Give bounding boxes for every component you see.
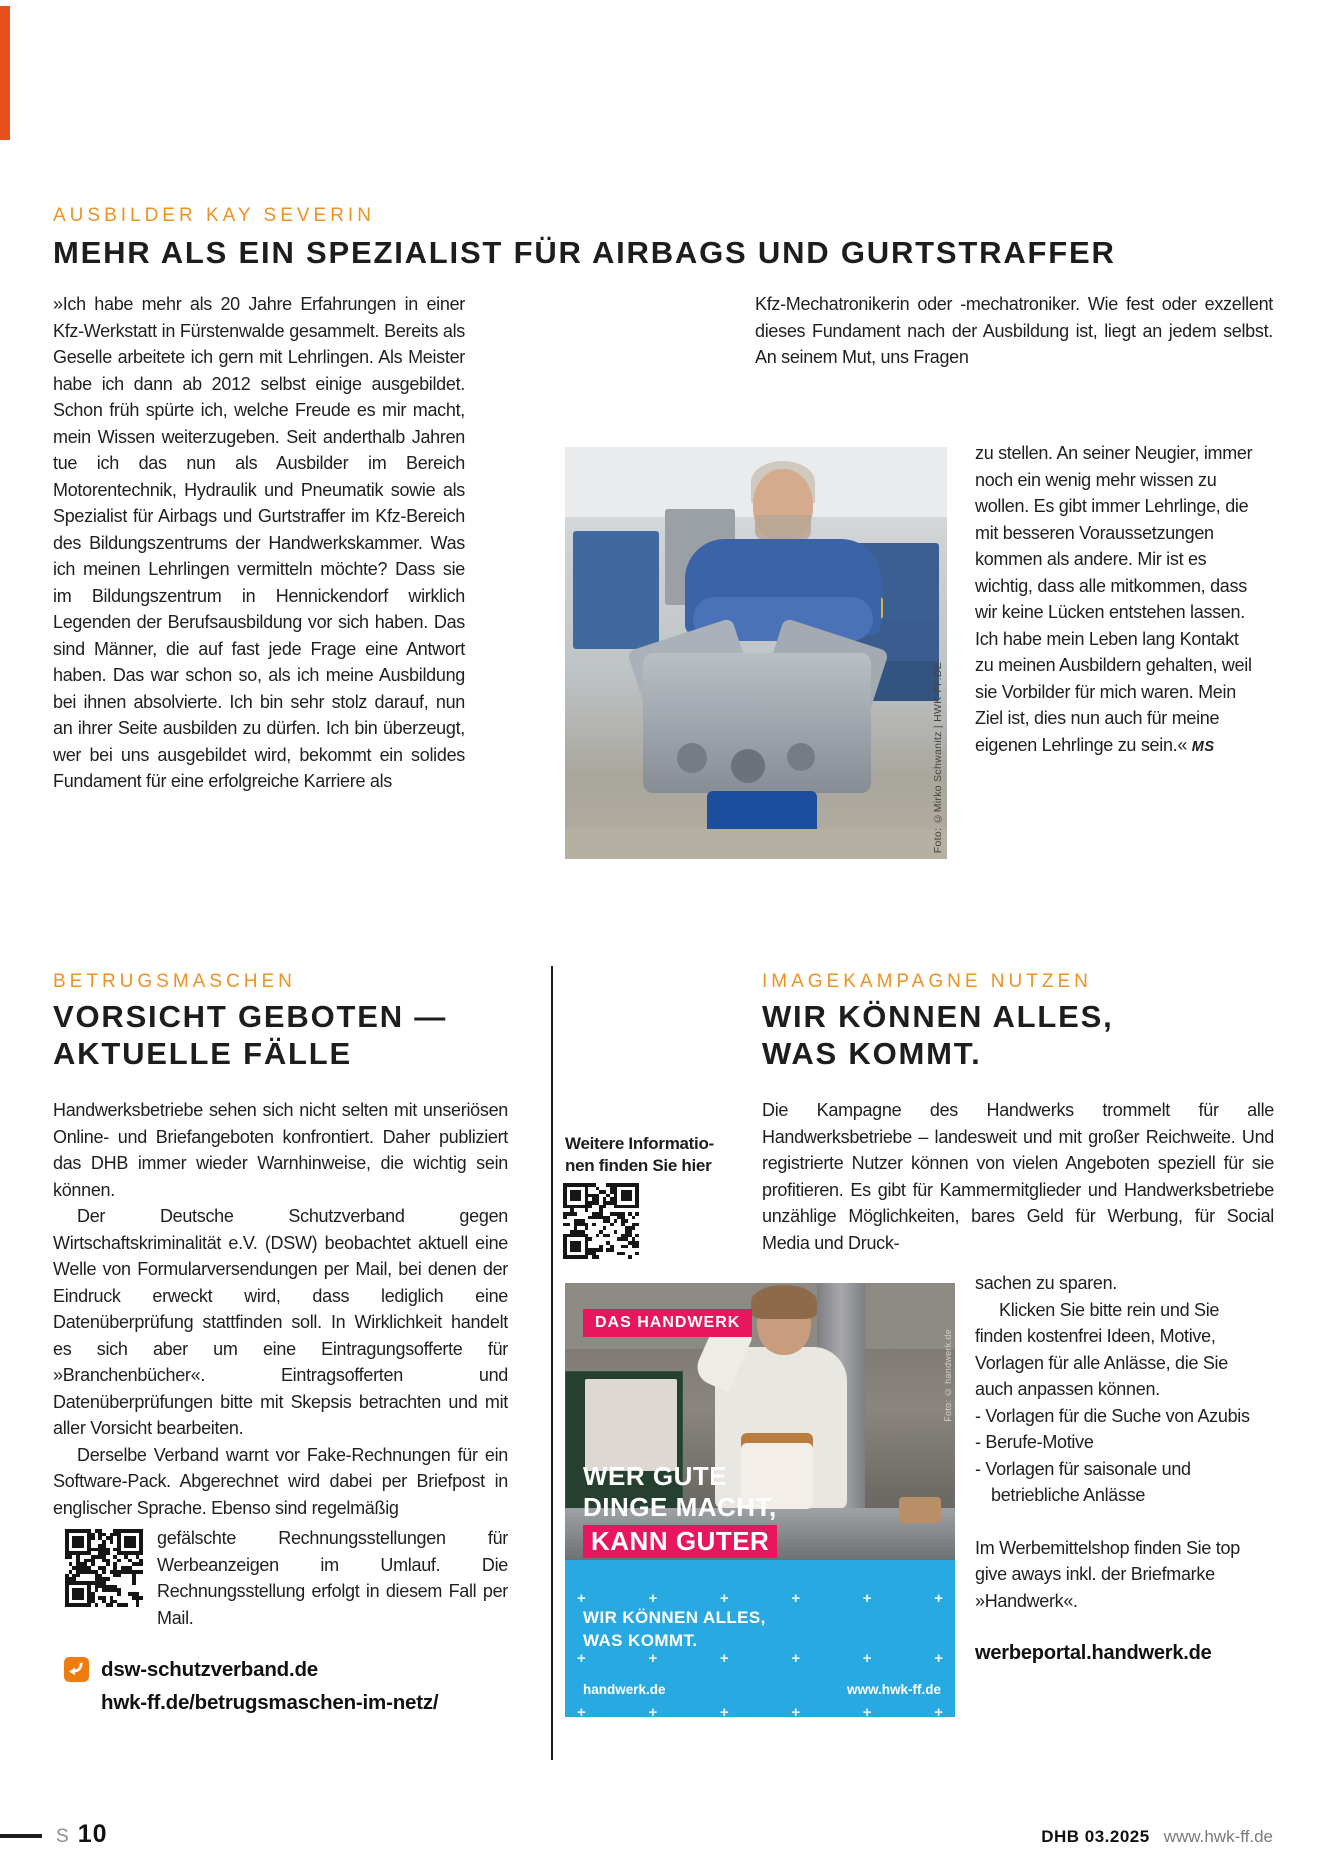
page-edge-marker [0, 6, 10, 140]
link-arrow-icon [64, 1657, 89, 1682]
tool-cabinet-left [573, 531, 659, 649]
fraud-headline-line1: VORSICHT GEBOTEN — [53, 999, 448, 1034]
trainer-paragraph-left: »Ich habe mehr als 20 Jahre Erfahrungen in einer Kfz-Werkstatt in Fürstenwalde gesammelt. Bereits als Geselle arbeitete ich gern mit Lehrlingen. Als Meister habe ich dann ab 2012 selbst einige ausgebildet. Schon früh spürte ich, welche Freude es mir macht, mein Wissen weiterzugeben. Seit anderthalb Jahren tue ich das nun als Ausbilder im Bereich Motorentechnik, Hydraulik und Pneumatik sowie als Spezialist für Airbags und Gurtstraffer im Kfz-Bereich des Bildungszentrums der Handwerkskammer. Was ich meinen Lehrlingen vermitteln möchte? Dass sie im Bildungszentrum in Hennickendorf wirklich Legenden der Berufsausbildung vor sich haben. Das sind Männer, die auf fast jede Frage eine Antwort haben. Das war schon so, als ich meine Ausbildung bei ihnen absolvierte. Ich bin sehr stolz darauf, nun an ihrer Seite ausbilden zu dürfen. Ich bin überzeugt, wer bei uns ausgebildet wird, bekommt ein solides Fundament für eine erfolgreiche Karriere als [53, 294, 465, 791]
fraud-body [53, 1097, 508, 1631]
author-initials: MS [1191, 738, 1215, 755]
campaign-ad [565, 1283, 955, 1721]
trainer-narrow-text: zu stellen. An seiner Neugier, immer noch ein wenig mehr wissen zu wollen. Es gibt immer Lehrlinge, die mit besseren Voraussetzungen kommen als andere. Mir ist es wichtig, dass alle mitkommen, dass wir keine Lücken entstehen lassen. Ich habe mein Leben lang Kontakt zu meinen Ausbildern gehalten, weil sie Vorbilder für mich waren. Mein Ziel ist, dies nun auch für meine eigenen Lehrlinge zu sein.« [975, 443, 1253, 755]
trainer-paragraph-right-narrow [975, 440, 1257, 760]
engine-pulley-3 [787, 743, 815, 771]
footer-rule [0, 1834, 42, 1838]
campaign-headline [762, 998, 1114, 1072]
campaign-kicker: IMAGEKAMPAGNE NUTZEN [762, 971, 1092, 992]
column-divider-rule [551, 966, 553, 1760]
campaign-narrow-p3: Im Werbemittelshop finden Sie top give aways inkl. der Briefmarke »Handwerk«. [975, 1537, 1240, 1611]
campaign-headline-line2: WAS KOMMT. [762, 1036, 982, 1071]
ad-url-left: handwerk.de [583, 1682, 666, 1697]
info-note-line1: Weitere Informatio- [565, 1134, 714, 1153]
info-note-line2: nen finden Sie hier [565, 1156, 712, 1175]
footer-page-number: 10 [77, 1820, 108, 1848]
ad-blue-panel [565, 1560, 955, 1721]
ad-headline-line2: DINGE MACHT, [583, 1492, 777, 1522]
trainer-body-right-narrow [975, 440, 1257, 760]
fraud-headline [53, 998, 447, 1072]
trainer-photo-credit: Foto: ©Mirko Schwanitz | HWK-FF.DE [932, 661, 944, 853]
ad-claim-line1: WIR KÖNNEN ALLES, [583, 1608, 766, 1627]
campaign-list-item-3: - Vorlagen für saisonale und betriebliche Anlässe [975, 1458, 1191, 1505]
ad-headline-line3: KANN GUTER [583, 1525, 777, 1558]
ad-photo-illustration [565, 1283, 955, 1560]
ad-whiteboard [585, 1379, 677, 1471]
campaign-list-item-1: - Vorlagen für die Suche von Azubis [975, 1405, 1250, 1426]
trainer-paragraph-right-top: Kfz-Mechatronikerin oder -mechatroniker. Wie fest oder exzellent dieses Fundament nach der Ausbildung ist, liegt an jedem selbst. An seinem Mut, uns Fragen [755, 294, 1273, 367]
fraud-paragraph-1: Handwerksbetriebe sehen sich nicht selten mit unseriösen Online- und Briefangeboten konfrontiert. Daher publiziert das DHB immer wieder Warnhinweise, die wichtig sein können. [53, 1100, 508, 1200]
ad-plus-pattern-row2: + + + + + + [577, 1650, 943, 1667]
footer-page-prefix: S [56, 1826, 70, 1847]
ad-url-right: www.hwk-ff.de [847, 1682, 941, 1697]
campaign-body-top [762, 1097, 1274, 1256]
fraud-paragraph-3a: Derselbe Verband warnt vor Fake-Rechnungen für ein Software-Pack. Abgerechnet wird dabei per Briefpost in englischer Sprache. Ebenso sind regelmäßig [53, 1444, 508, 1518]
fraud-link-row-1 [64, 1657, 438, 1682]
ad-url-row [583, 1682, 941, 1697]
footer-website[interactable]: www.hwk-ff.de [1163, 1827, 1273, 1846]
fraud-headline-line2: AKTUELLE FÄLLE [53, 1036, 353, 1071]
workshop-floor [565, 829, 947, 859]
campaign-narrow-p1: sachen zu sparen. [975, 1273, 1117, 1293]
fraud-link-2[interactable]: hwk-ff.de/betrugsmaschen-im-netz/ [101, 1691, 439, 1714]
fraud-paragraph-3b: gefälschte Rechnungsstellungen für Werbeanzeigen im Umlauf. Die Rechnungsstellung erfolgt in diesem Fall per Mail. [157, 1528, 508, 1628]
ad-container [899, 1497, 941, 1523]
campaign-body-narrow [975, 1270, 1265, 1667]
campaign-headline-line1: WIR KÖNNEN ALLES, [762, 999, 1114, 1034]
qr-code-info [563, 1183, 639, 1259]
trainer-body-left-column [53, 291, 465, 795]
ad-plus-pattern-row1: + + + + + + [577, 1590, 943, 1607]
fraud-paragraph-2: Der Deutsche Schutzverband gegen Wirtschaftskriminalität e.V. (DSW) beobachtet aktuell eine Welle von Formularversendungen per Mail, bei denen der Eindruck erweckt wird, dass lediglich eine Datenüberprüfung stattfinden soll. In Wirklichkeit handelt es sich aber um eine Eintragungsofferte für »Branchenbücher«. Eintragsofferten und Datenüberprüfungen bitte mit Skepsis betrachten und mit aller Vorsicht bearbeiten. [53, 1206, 508, 1438]
ad-photo-credit: Foto: © handwerk.de [943, 1329, 953, 1422]
campaign-narrow-p2: Klicken Sie bitte rein und Sie finden kostenfrei Ideen, Motive, Vorlagen für alle Anlässe, die Sie auch anpassen können. [975, 1299, 1228, 1399]
ad-logo-das-handwerk: DAS HANDWERK [583, 1309, 752, 1337]
campaign-paragraph-top: Die Kampagne des Handwerks trommelt für alle Handwerksbetriebe – landesweit und mit großer Reichweite. Und registrierte Nutzer können von vielen Angeboten speziell für sie profitieren. Es gibt für Kammermitglieder und Handwerksbetriebe unzählige Möglichkeiten, bares Geld für Werbung, für Social Media und Druck- [762, 1100, 1274, 1253]
trainer-photo [565, 447, 947, 859]
fraud-links [64, 1657, 438, 1715]
trainer-body-right-top [755, 291, 1273, 371]
campaign-link[interactable]: werbeportal.handwerk.de [975, 1642, 1212, 1664]
engine-pulley-2 [731, 749, 765, 783]
qr-code-fraud [65, 1529, 143, 1607]
ad-headline-line1: WER GUTE [583, 1461, 728, 1491]
trainer-photo-illustration [565, 447, 947, 859]
fraud-link-1[interactable]: dsw-schutzverband.de [101, 1657, 318, 1681]
campaign-list-item-2: - Berufe-Motive [975, 1432, 1094, 1452]
ad-claim [583, 1606, 766, 1652]
fraud-kicker: BETRUGSMASCHEN [53, 971, 296, 992]
fraud-paragraph-3b-row [53, 1525, 508, 1631]
ad-chef-hair [751, 1285, 817, 1319]
engine-pulley-1 [677, 743, 707, 773]
ad-plus-pattern-row3: + + + + + + [577, 1704, 943, 1721]
footer-page-indicator [56, 1820, 108, 1849]
footer-issue-info [1041, 1827, 1273, 1847]
ad-claim-line2: WAS KOMMT. [583, 1631, 698, 1650]
trainer-kicker: AUSBILDER KAY SEVERIN [53, 205, 375, 226]
footer-issue: DHB 03.2025 [1041, 1827, 1150, 1846]
trainer-headline: MEHR ALS EIN SPEZIALIST FÜR AIRBAGS UND GURTSTRAFFER [53, 235, 1116, 270]
info-note [565, 1133, 755, 1177]
